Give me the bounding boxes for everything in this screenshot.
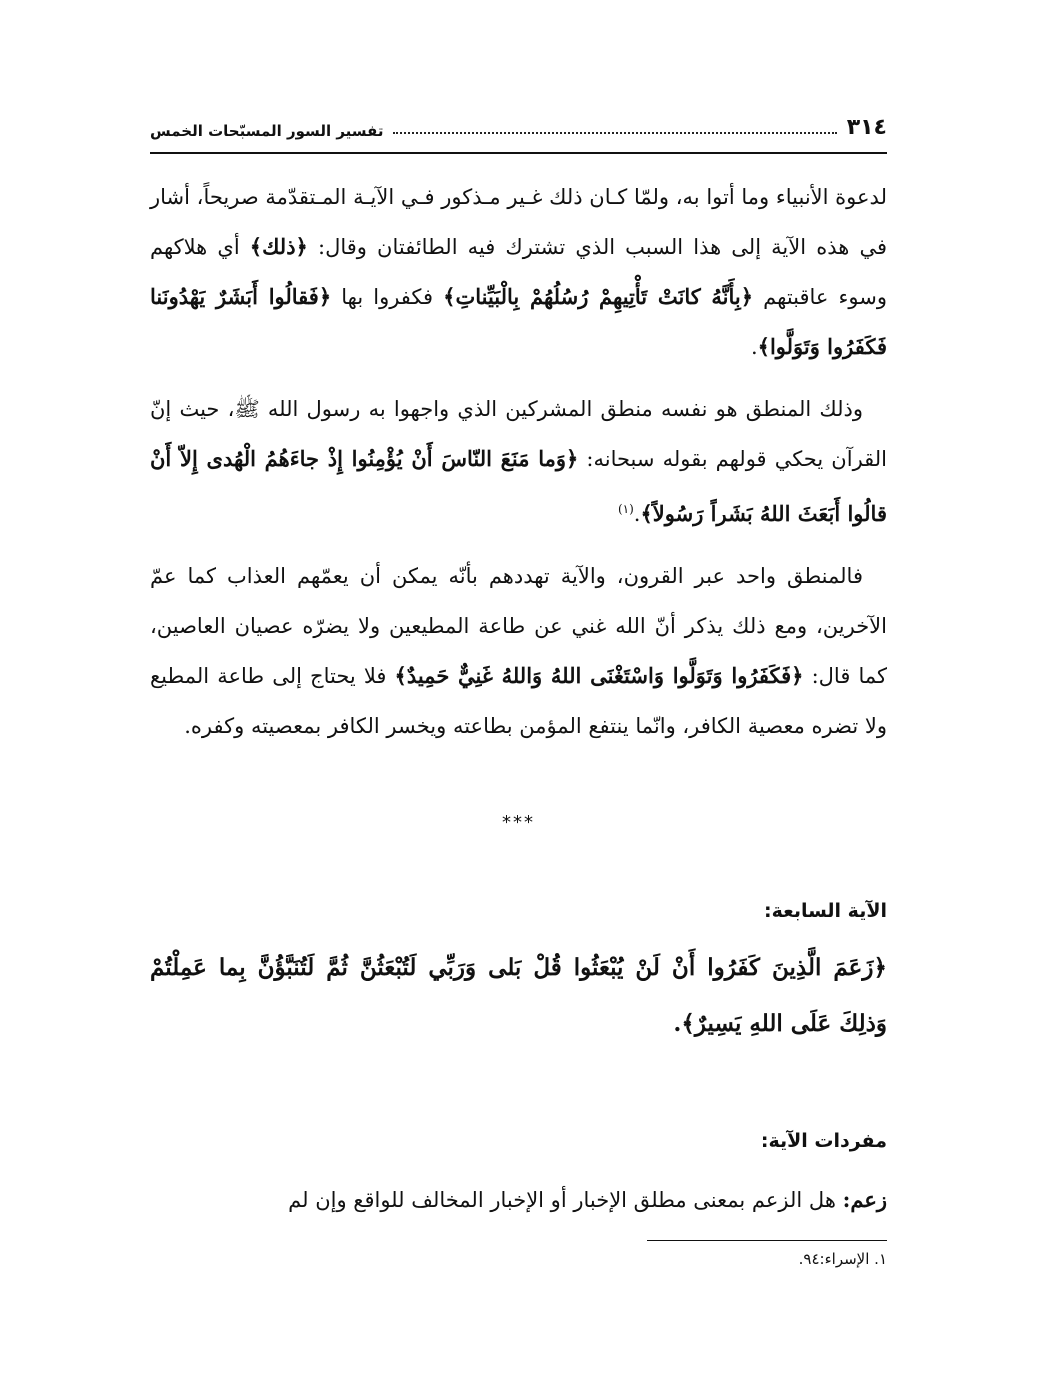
paragraph-1-end: .: [750, 335, 758, 359]
paragraph-2: [150, 384, 887, 539]
footnote-marker: (١): [617, 502, 634, 516]
footnote: ١. الإسراء:٩٤.: [798, 1250, 887, 1268]
quran-quote-dhalik: ﴿ذلك﴾: [249, 234, 308, 259]
section-separator: ***: [502, 812, 535, 833]
paragraph-3-end: فلا يحتاج إلى طاعة المطيع ولا تضره معصية الكافر، وانّما ينتفع المؤمن بطاعته ويخسر الكافر بمعصيته وكفره.: [150, 664, 887, 738]
footnote-rule: [647, 1240, 887, 1241]
document-page: [150, 100, 887, 1300]
paragraph-2-text: وذلك المنطق هو نفسه منطق المشركين الذي واجهوا به رسول الله ﷺ، حيث إنّ القرآن يحكي قولهم بقوله سبحانه:: [150, 397, 888, 471]
paragraph-1-line-4: فكفروا بها: [331, 285, 434, 309]
paragraph-1: [150, 172, 887, 372]
header-leader-dots: [393, 131, 836, 134]
vocab-term: زعم:: [842, 1187, 887, 1212]
paragraph-2-end: .: [633, 502, 641, 526]
vocab-heading: مفردات الآية:: [760, 1130, 887, 1152]
paragraph-3: [150, 551, 887, 751]
page-number: ٣١٤: [846, 115, 887, 140]
section-heading: الآية السابعة:: [763, 900, 887, 922]
header-rule: [150, 152, 887, 154]
book-title: تفسير السور المسبّحات الخمس: [150, 122, 384, 140]
vocab-entry: [150, 1180, 887, 1220]
paragraph-1-line-2: صريحاً، أشار في هذه الآية إلى هذا السبب الذي تشترك فيه الطائفتان وقال:: [150, 185, 887, 259]
verse-seven: ﴿زَعَمَ الَّذِينَ كَفَرُوا أَنْ لَنْ يُبْعَثُوا قُلْ بَلى وَرَبِّي لَتُبْعَثُنَّ ثُمَّ لَتُنَبَّؤُنَّ بِما عَمِلْتُمْ وَذلِكَ عَلَى اللهِ يَسِيرٌ﴾.: [150, 954, 887, 1037]
quran-quote-bayyinat: ﴿بِأَنَّهُ كانَتْ تَأْتِيهِمْ رُسُلُهُمْ بِالْبَيِّناتِ﴾: [443, 284, 754, 309]
body-text: [150, 172, 887, 763]
paragraph-1-line-3: أي هلاكهم وسوء عاقبتهم: [150, 235, 887, 309]
paragraph-3-text: فالمنطق واحد عبر القرون، والآية تهددهم بأنّه يمكن أن يعمّهم العذاب كما عمّ الآخرين، ومع ذلك يذكر أنّ الله غني عن طاعة المطيعين ولا يضرّه عصيان العاصين، كما قال:: [150, 564, 887, 688]
running-header: [150, 100, 887, 146]
paragraph-1-line-1: لدعوة الأنبياء وما أتوا به، ولمّا كـان ذلك غـير مـذكور فـي الآيـة المـتقدّمة: [265, 185, 887, 209]
quran-quote-tawallaw: ﴿فَقالُوا أَبَشَرٌ يَهْدُونَنا فَكَفَرُوا وَتَوَلَّوا﴾: [150, 284, 887, 359]
quran-quote-istaghna: ﴿فَكَفَرُوا وَتَوَلَّوا وَاسْتَغْنَى اللهُ وَاللهُ غَنِيٌّ حَمِيدٌ﴾: [394, 663, 804, 688]
quran-quote-isra: ﴿وَما مَنَعَ النّاسَ أَنْ يُؤْمِنُوا إِذْ جاءَهُمُ الْهُدى إِلاّ أَنْ قالُوا أَبَعَثَ اللهُ بَشَراً رَسُولاً﴾: [150, 446, 887, 526]
vocab-definition: هل الزعم بمعنى مطلق الإخبار أو الإخبار المخالف للواقع وإن لم: [288, 1188, 843, 1212]
